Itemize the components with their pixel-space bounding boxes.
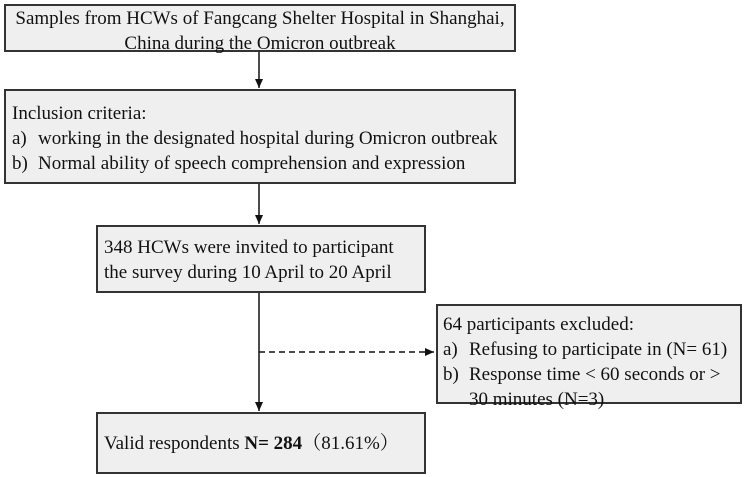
inclusion-criteria-box — [4, 89, 516, 184]
samples-box — [4, 4, 516, 52]
invited-box — [96, 225, 426, 293]
inclusion-marker-b: b) — [12, 153, 28, 174]
inclusion-item-a — [12, 126, 514, 151]
excluded-title: 64 participants excluded: — [443, 314, 634, 335]
valid-respondents-box — [96, 412, 426, 474]
valid-respondents-line — [104, 431, 424, 456]
inclusion-text-b: Normal ability of speech comprehension and expression — [38, 153, 466, 174]
valid-respondents-prefix: Valid respondents — [104, 433, 245, 454]
samples-line-2: China during the Omicron outbreak — [124, 33, 396, 54]
inclusion-item-b — [12, 151, 514, 176]
excluded-box — [436, 304, 742, 410]
inclusion-text-a: working in the designated hospital during Omicron outbreak — [38, 128, 498, 149]
excluded-marker-b: b) — [443, 364, 459, 385]
valid-respondents-count: N= 284 — [244, 433, 303, 454]
excluded-text-b-continuation: 30 minutes (N=3) — [469, 389, 605, 410]
excluded-item-a — [443, 337, 740, 362]
inclusion-title: Inclusion criteria: — [12, 103, 147, 124]
invited-line-2: the survey during 10 April to 20 April — [104, 262, 392, 283]
excluded-text-b: Response time < 60 seconds or > — [469, 364, 721, 385]
excluded-text-a: Refusing to participate in (N= 61) — [469, 339, 728, 360]
excluded-marker-a: a) — [443, 339, 458, 360]
inclusion-marker-a: a) — [12, 128, 27, 149]
excluded-item-b — [443, 362, 740, 387]
invited-line-1: 348 HCWs were invited to participant — [104, 237, 394, 258]
valid-respondents-percent: （81.61%） — [302, 433, 399, 454]
samples-line-1: Samples from HCWs of Fangcang Shelter Hospital in Shanghai, — [15, 8, 505, 29]
